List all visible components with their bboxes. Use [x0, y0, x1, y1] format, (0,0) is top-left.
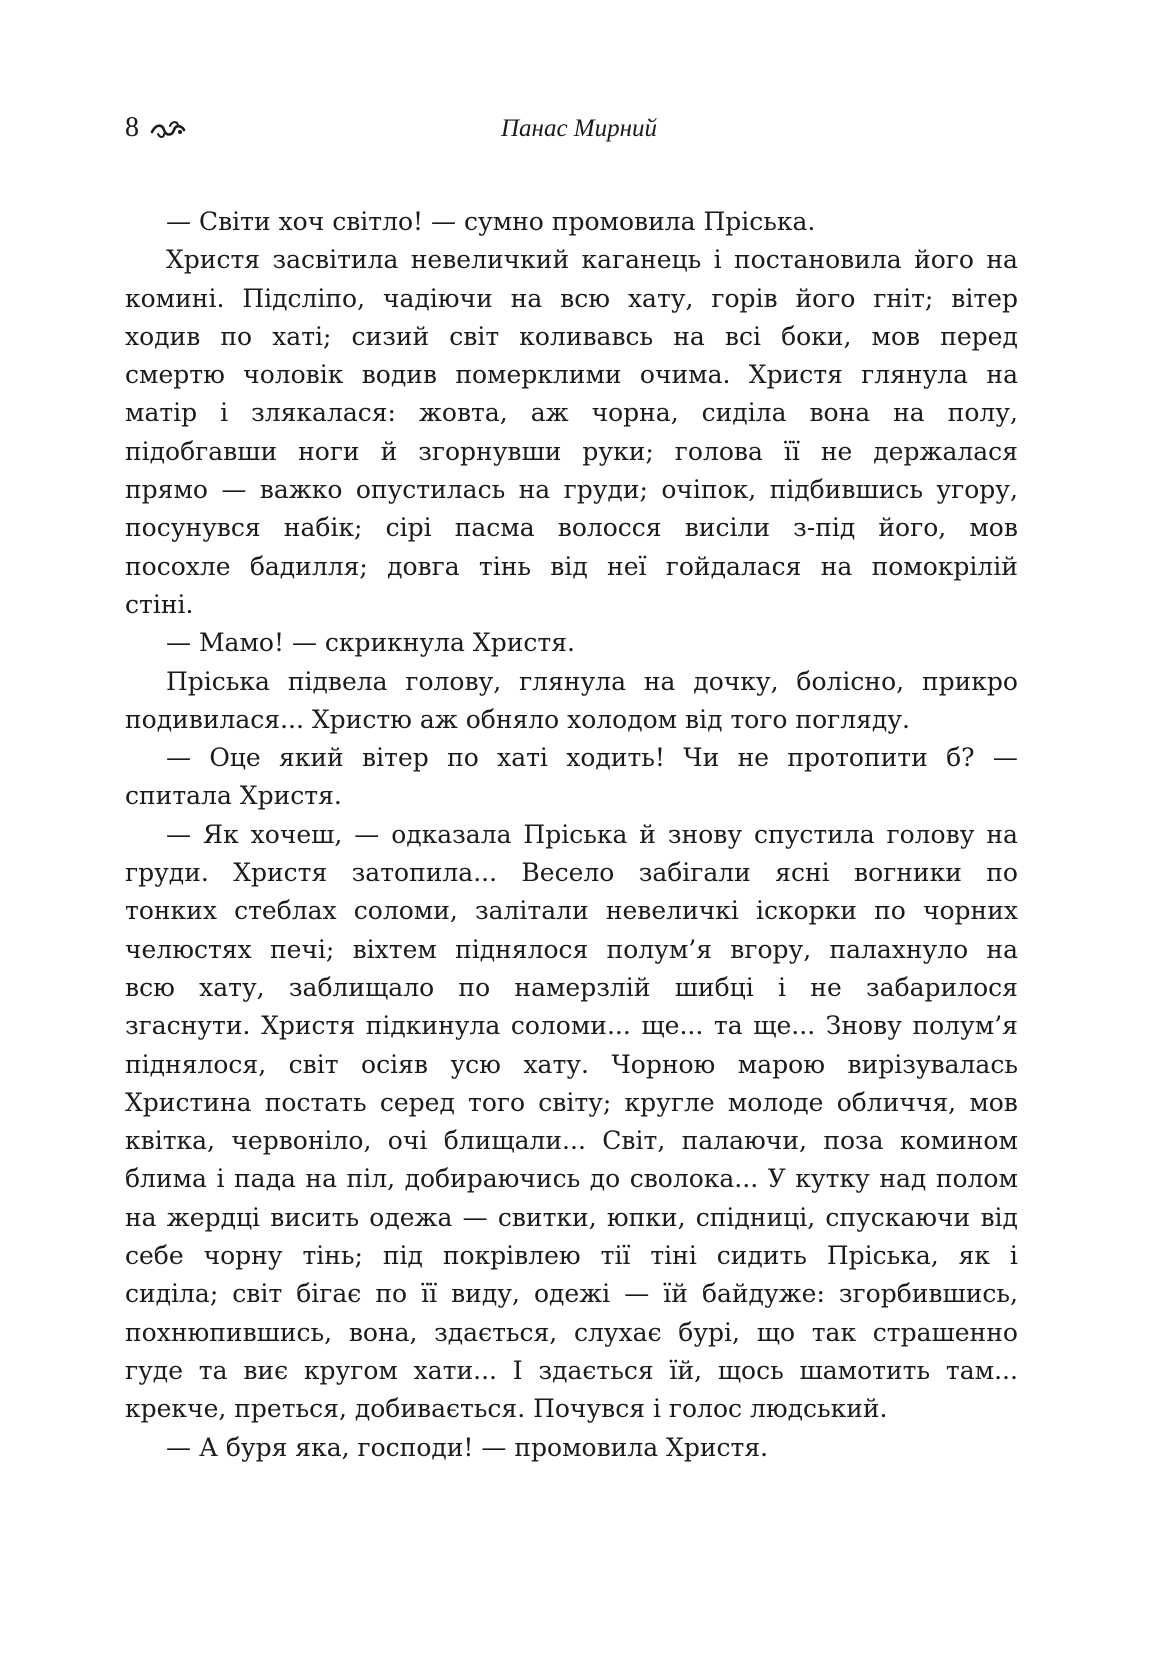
- text-line: ходив по хаті; сизий світ коливавсь на всі боки, мов перед: [125, 321, 1018, 351]
- text-line: спитала Христя.: [125, 781, 342, 811]
- text-line: посунувся набік; сірі пасма волосся висіли з-під його, мов: [125, 513, 1018, 543]
- text-line: челюстях печі; віхтем піднялося полум’я вгору, палахнуло на: [125, 934, 1018, 964]
- text-line: посохле бадилля; довга тінь від неї гойдалася на помокрілій: [125, 551, 1018, 581]
- text-line: всю хату, заблищало по намерзлій шибці і не забарилося: [125, 972, 1018, 1002]
- text-line: піднялося, світ осіяв усю хату. Чорною марою вирізувалась: [125, 1049, 1018, 1079]
- text-line: крекче, преться, добивається. Почувся і голос людський.: [125, 1394, 888, 1424]
- text-line: похнюпившись, вона, здається, слухає бурі, що так страшенно: [125, 1317, 1018, 1347]
- text-line: стіні.: [125, 589, 194, 619]
- text-line: — Мамо! — скрикнула Христя.: [166, 628, 575, 658]
- text-line: гуде та виє кругом хати... І здається їй, щось шамотить там...: [125, 1355, 1018, 1385]
- text-line: Христина постать серед того світу; кругле молоде обличчя, мов: [125, 1087, 1018, 1117]
- text-line: груди. Христя затопила... Весело забігали ясні вогники по: [125, 858, 1018, 888]
- text-line: смертю чоловік водив померклими очима. Христя глянула на: [125, 360, 1018, 390]
- text-body: [125, 203, 1018, 1467]
- text-line: матір і злякалася: жовта, аж чорна, сиділа вона на полу,: [125, 398, 1018, 428]
- text-line: згаснути. Христя підкинула соломи... ще... та ще... Знову полум’я: [125, 1011, 1018, 1041]
- running-head-author: Панас Мирний: [500, 115, 658, 142]
- text-line: Христя засвітила невеличкий каганець і постановила його на: [166, 245, 1018, 275]
- text-line: — Світи хоч світло! — сумно промовила Пріська.: [166, 207, 816, 236]
- text-line: комині. Підсліпо, чадіючи на всю хату, горів його гніт; вітер: [125, 283, 1018, 313]
- text-line: підобгавши ноги й згорнувши руки; голова її не держалася: [125, 436, 1018, 466]
- text-line: себе чорну тінь; під покрівлею тії тіні сидить Пріська, як і: [125, 1241, 1018, 1271]
- text-line: на жердці висить одежа — свитки, юпки, спідниці, спускаючи від: [125, 1202, 1018, 1232]
- text-line: — Оце який вітер по хаті ходить! Чи не протопити б? —: [166, 743, 1018, 773]
- text-line: — Як хочеш, — одказала Пріська й знову спустила голову на: [166, 819, 1018, 849]
- text-line: Пріська підвела голову, глянула на дочку, болісно, прикро: [166, 666, 1018, 696]
- text-line: сиділа; світ бігає по її виду, одежі — їй байдуже: згорбившись,: [125, 1279, 1018, 1309]
- text-line: — А буря яка, господи! — промовила Христя.: [166, 1432, 769, 1462]
- text-line: квітка, червоніло, очі блищали... Світ, палаючи, поза комином: [125, 1126, 1018, 1156]
- text-line: блима і пада на піл, добираючись до сволока... У кутку над полом: [125, 1164, 1018, 1194]
- page-number: 8: [125, 112, 139, 143]
- text-line: прямо — важко опустилась на груди; очіпок, підбившись угору,: [125, 475, 1018, 505]
- text-line: подивилася... Христю аж обняло холодом від того погляду.: [125, 704, 910, 734]
- running-head: [0, 108, 1158, 148]
- text-line: тонких стеблах соломи, залітали невеличкі іскорки по чорних: [125, 896, 1018, 926]
